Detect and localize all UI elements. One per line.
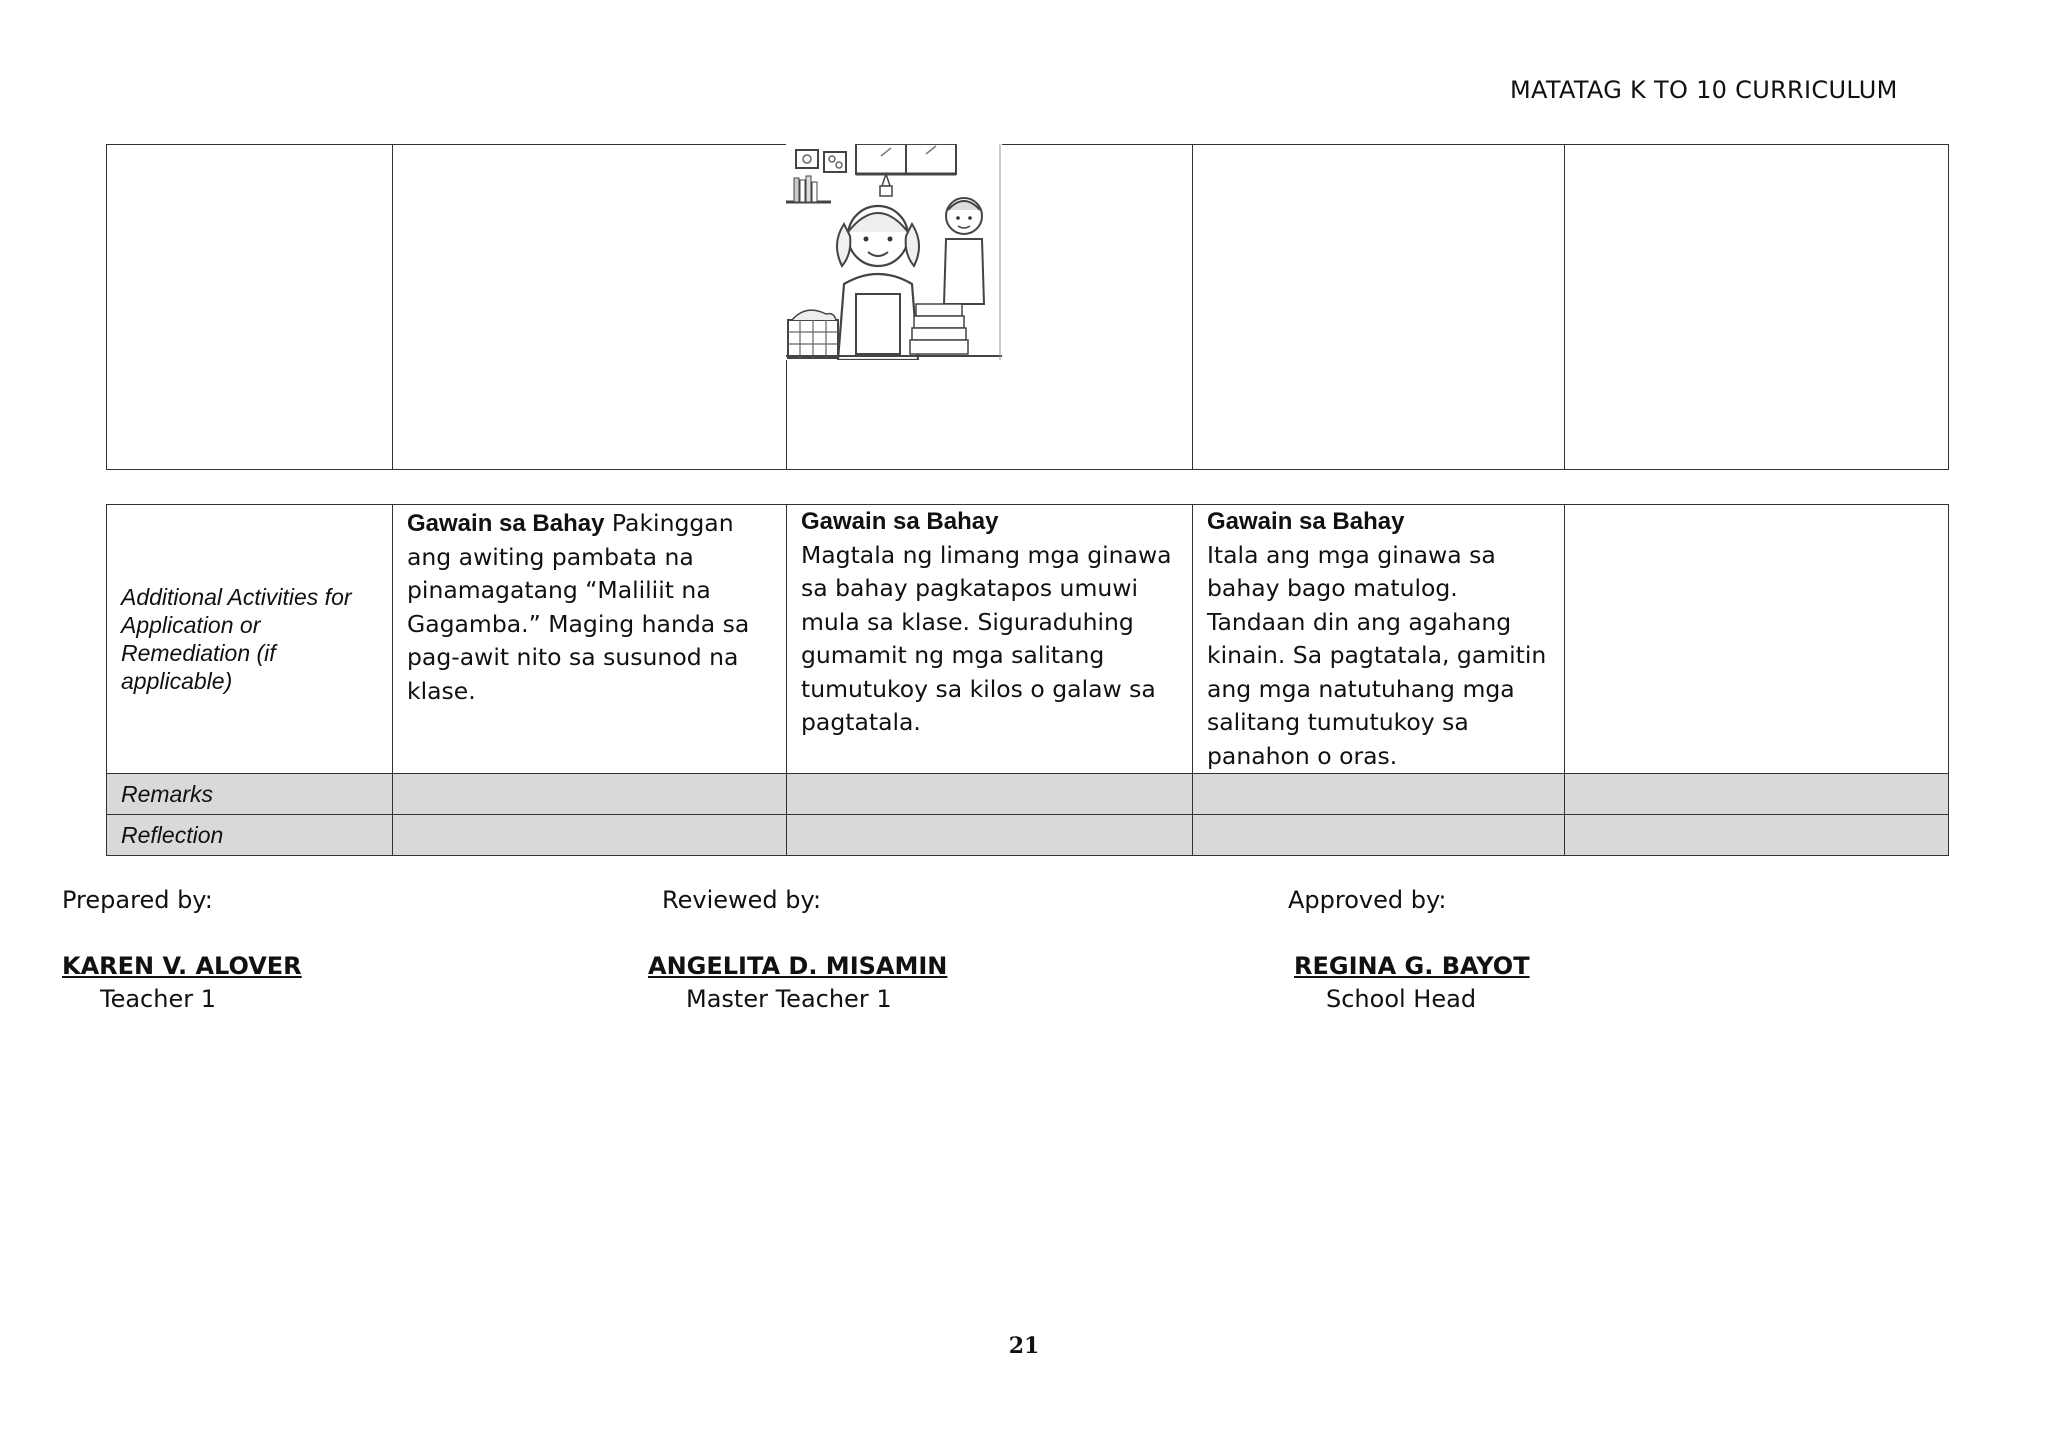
table-cell [1565,505,1949,774]
reflection-row [107,815,1949,856]
prepared-by-block [62,884,302,1016]
lesson-table-continuation [106,144,1949,470]
table-cell [393,145,787,470]
table-cell [1193,774,1565,815]
prepared-by-role: Teacher 1 [100,985,216,1013]
additional-activities-label-text: Additional Activities for Application or Remediation (if applicable) [121,584,352,694]
reflection-label: Reflection [107,815,393,856]
table-cell [393,774,787,815]
page-number: 21 [1008,1333,1040,1359]
prepared-by-name: KAREN V. ALOVER [62,952,302,980]
approved-by-block [1288,884,1530,1016]
activity-title-1: Gawain sa Bahay [407,510,605,537]
activity-text-2: Magtala ng limang mga ginawa sa bahay pagkatapos umuwi mula sa klase. Siguraduhing gumamit ng mga salitang tumutukoy sa kilos o galaw sa pagtatala. [801,540,1172,736]
table-cell [1565,145,1949,470]
table-cell [1193,145,1565,470]
table-cell [107,145,393,470]
table-cell [1565,774,1949,815]
reviewed-by-role: Master Teacher 1 [686,985,892,1013]
table-cell [787,815,1193,856]
remarks-row [107,774,1949,815]
additional-activities-label [107,505,393,774]
approved-by-name: REGINA G. BAYOT [1294,952,1530,980]
table-cell [1565,815,1949,856]
reviewed-by-name: ANGELITA D. MISAMIN [648,952,948,980]
activity-text-1: Pakinggan ang awiting pambata na pinamagatang “Maliliit na Gagamba.” Maging handa sa pag-awit nito sa susunod na klase. [407,509,750,705]
activity-text-3: Itala ang mga ginawa sa bahay bago matulog. Tandaan din ang agahang kinain. Sa pagtatala, gamitin ang mga natutuhang mga salitang tumutukoy sa panahon o oras. [1207,540,1547,770]
table-row [107,145,1949,470]
lesson-table-activities [106,504,1949,856]
reviewed-by-block [648,884,947,1016]
table-cell [393,815,787,856]
reviewed-by-label: Reviewed by: [662,886,822,914]
table-cell [787,774,1193,815]
table-cell [1193,815,1565,856]
activity-title-3: Gawain sa Bahay [1207,508,1405,535]
activity-cell-1 [393,505,787,774]
approved-by-label: Approved by: [1288,886,1447,914]
table-row [107,505,1949,774]
girl-folding-clothes-illustration [786,144,1002,360]
activity-cell-3 [1193,505,1565,774]
approved-by-role: School Head [1326,985,1477,1013]
prepared-by-label: Prepared by: [62,886,213,914]
remarks-label: Remarks [107,774,393,815]
activity-title-2: Gawain sa Bahay [801,508,999,535]
curriculum-header: MATATAG K TO 10 CURRICULUM [1510,76,1898,104]
activity-cell-2 [787,505,1193,774]
